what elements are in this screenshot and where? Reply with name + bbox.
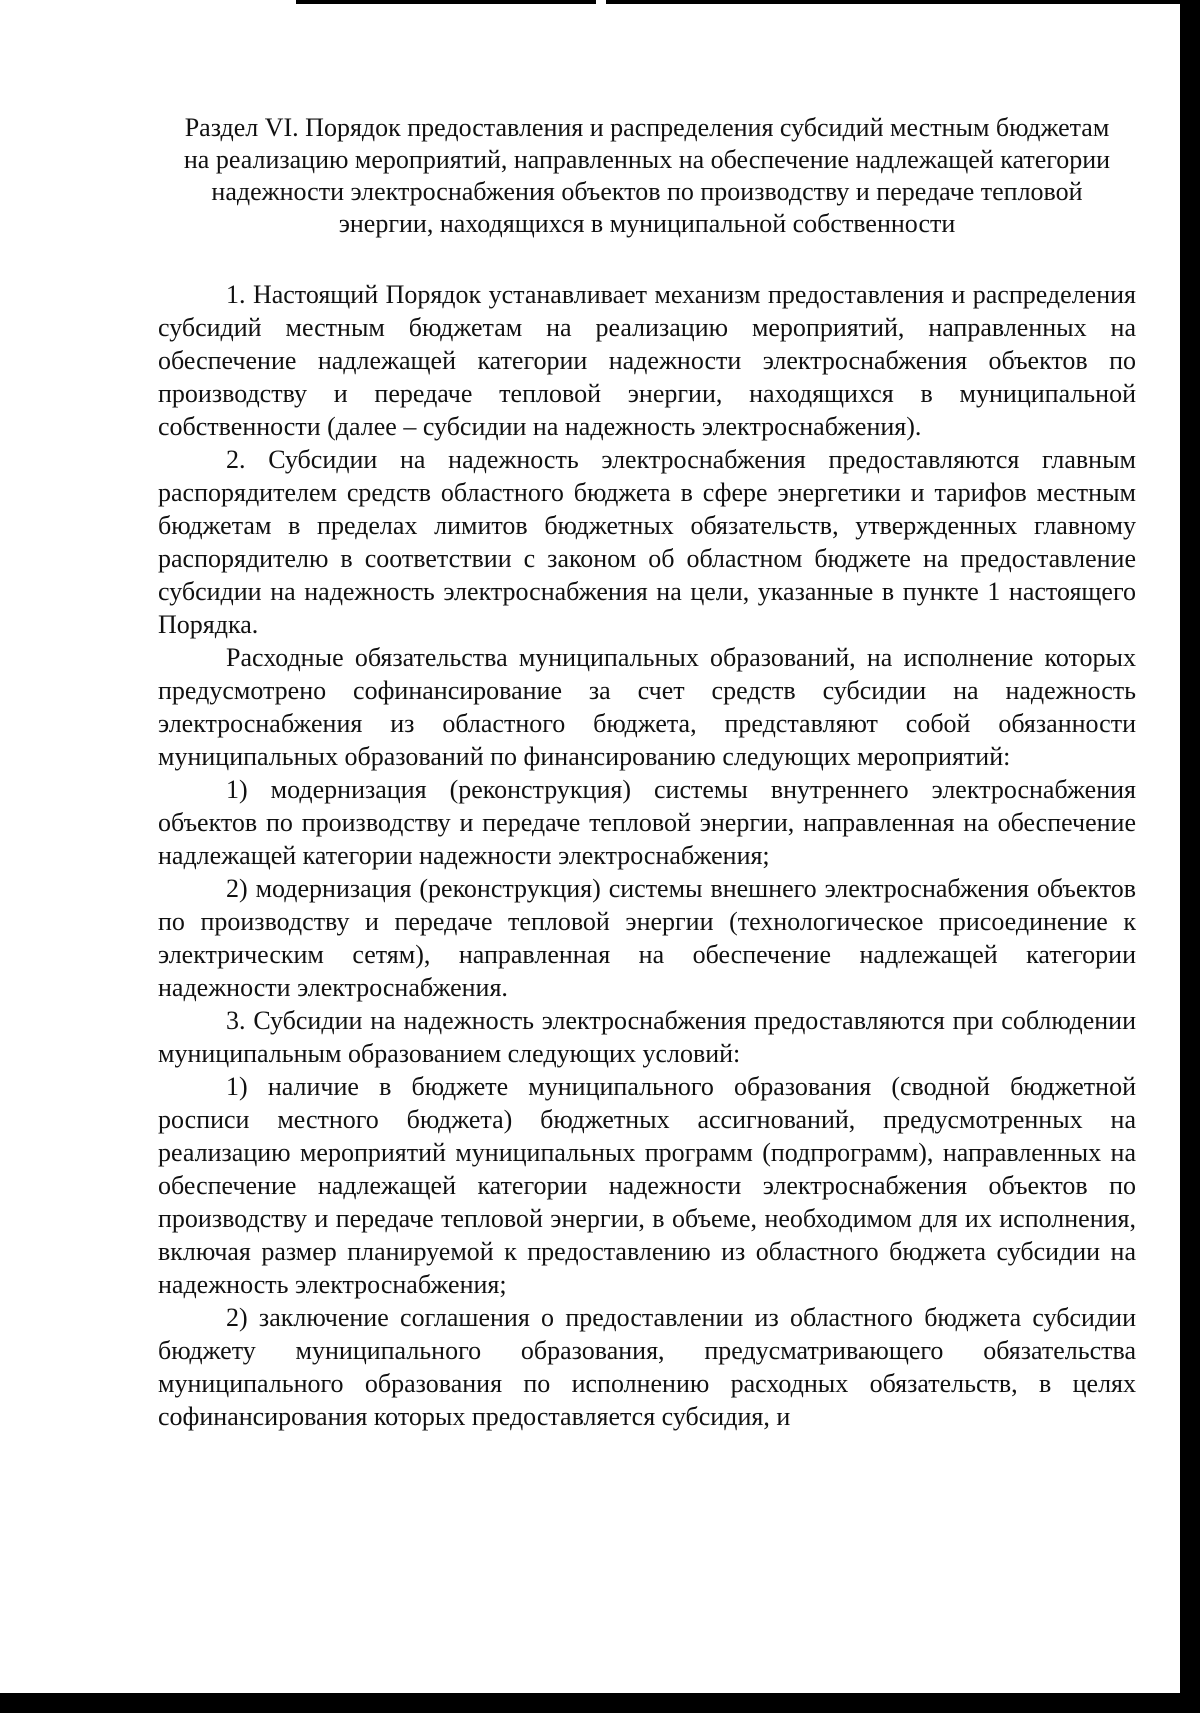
list-item-agreement: 2) заключение соглашения о предоставлении из областного бюджета субсидии бюджету муниципального образования, предусматривающего обязательства муниципального образования по исполнению расходных обязательств, в целях софинансирования которых предоставляется субсидия, и [158,1303,1136,1431]
document-body [158,278,1136,1433]
list-item-budget-allocations: 1) наличие в бюджете муниципального образования (сводной бюджетной росписи местного бюджета) бюджетных ассигнований, предусмотренных на реализацию мероприятий муниципальных программ (подпрограмм), направленных на обеспечение надлежащей категории надежности электроснабжения объектов по производству и передаче тепловой энергии, в объеме, необходимом для их исполнения, включая размер планируемой к предоставлению из областного бюджета субсидии на надежность электроснабжения; [158,1072,1136,1299]
list-item-internal-supply: 1) модернизация (реконструкция) системы внутреннего электроснабжения объектов по производству и передаче тепловой энергии, направленная на обеспечение надлежащей категории надежности электроснабжения; [158,775,1136,870]
scan-artifact-top-line [296,0,596,4]
scan-artifact-top-line [606,0,1200,4]
section-heading: Раздел VI. Порядок предоставления и распределения субсидий местным бюджетам на реализацию мероприятий, направленных на обеспечение надлежащей категории надежности электроснабжения объектов по производству и передаче тепловой энергии, находящихся в муниципальной собственности [183,113,1111,238]
list-item-external-supply: 2) модернизация (реконструкция) системы внешнего электроснабжения объектов по производству и передаче тепловой энергии (технологическое присоединение к электрическим сетям), направленная на обеспечение надлежащей категории надежности электроснабжения. [158,874,1136,1002]
document-page [158,112,1136,1433]
scan-artifact-bottom-edge [0,1693,1200,1713]
scan-artifact-right-edge [1180,0,1200,1713]
paragraph-expenditure-obligations: Расходные обязательства муниципальных образований, на исполнение которых предусмотрено софинансирование за счет средств субсидии на надежность электроснабжения из областного бюджета, представляют собой обязанности муниципальных образований по финансированию следующих мероприятий: [158,643,1136,771]
paragraph-3: 3. Субсидии на надежность электроснабжения предоставляются при соблюдении муниципальным образованием следующих условий: [158,1006,1136,1068]
paragraph-2: 2. Субсидии на надежность электроснабжения предоставляются главным распорядителем средств областного бюджета в сфере энергетики и тарифов местным бюджетам в пределах лимитов бюджетных обязательств, утвержденных главному распорядителю в соответствии с законом об областном бюджете на предоставление субсидии на надежность электроснабжения на цели, указанные в пункте 1 настоящего Порядка. [158,445,1136,639]
paragraph-1: 1. Настоящий Порядок устанавливает механизм предоставления и распределения субсидий местным бюджетам на реализацию мероприятий, направленных на обеспечение надлежащей категории надежности электроснабжения объектов по производству и передаче тепловой энергии, находящихся в муниципальной собственности (далее – субсидии на надежность электроснабжения). [158,280,1136,441]
